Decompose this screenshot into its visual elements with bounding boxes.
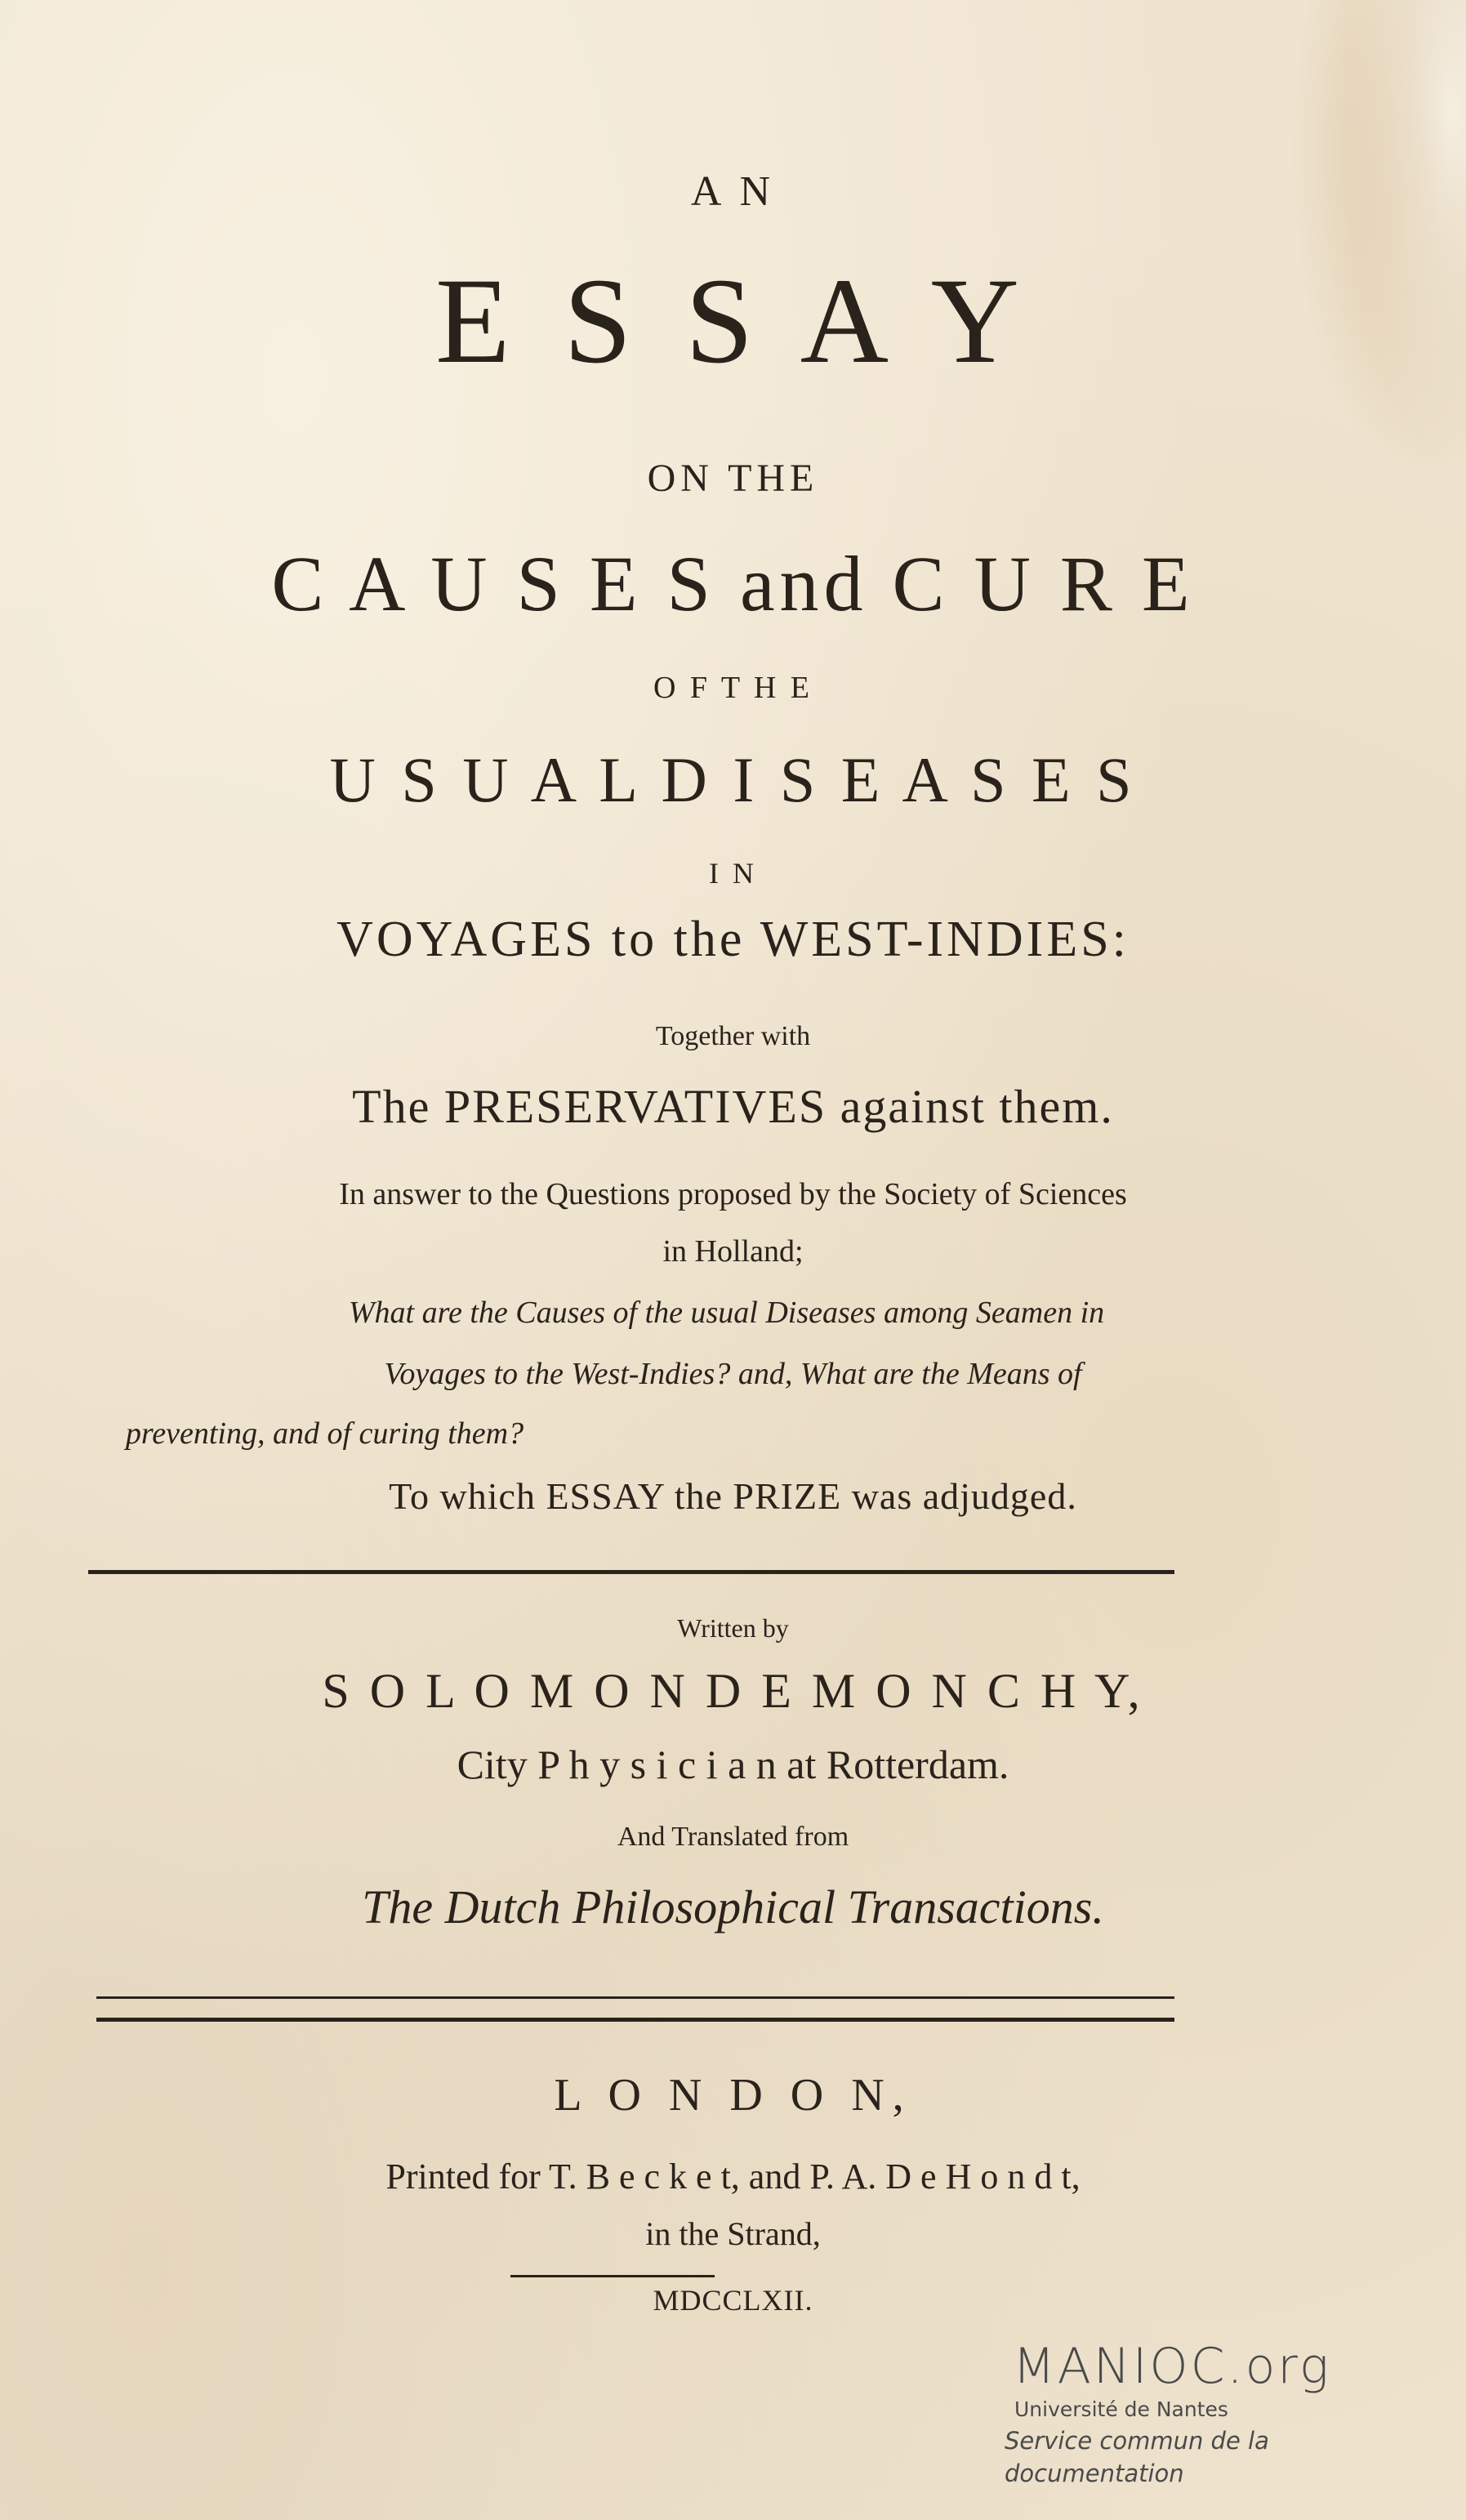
line-london: L O N D O N, xyxy=(554,2070,912,2121)
line-of-the: O F T H E xyxy=(653,671,813,705)
manioc-logo: MANIOC.org xyxy=(1013,2338,1331,2395)
line-answer-2: in Holland; xyxy=(662,1234,804,1269)
line-question-1: What are the Causes of the usual Diseases among Seamen in xyxy=(348,1296,1105,1330)
line-usual-diseases: U S U A L D I S E A S E S xyxy=(329,744,1137,815)
line-printed-for: Printed for T. B e c k e t, and P. A. D e H o n d t, xyxy=(385,2156,1081,2197)
line-on-the: ON THE xyxy=(647,457,819,500)
line-causes-and-cure: C A U S E S and C U R E xyxy=(271,540,1195,627)
line-question-3: preventing, and of curing them? xyxy=(125,1416,524,1451)
line-preservatives: The PRESERVATIVES against them. xyxy=(352,1080,1114,1133)
manioc-watermark xyxy=(1005,2338,1437,2490)
line-translated-from: And Translated from xyxy=(617,1822,849,1852)
line-voyages: VOYAGES to the WEST-INDIES: xyxy=(336,912,1130,967)
line-author: S O L O M O N D E M O N C H Y, xyxy=(322,1664,1144,1718)
paper-tear xyxy=(1343,0,1466,457)
line-written-by: Written by xyxy=(677,1613,789,1643)
line-question-2: Voyages to the West-Indies? and, What are the Means of xyxy=(384,1357,1082,1391)
line-strand: in the Strand, xyxy=(645,2215,821,2252)
rule-double-bottom xyxy=(96,2018,1174,2022)
line-in: I N xyxy=(709,857,757,890)
line-together-with: Together with xyxy=(655,1021,811,1051)
line-year: MDCCLXII. xyxy=(653,2284,813,2317)
line-source: The Dutch Philosophical Transactions. xyxy=(362,1880,1104,1933)
line-answer-1: In answer to the Questions proposed by the Society of Sciences xyxy=(339,1177,1127,1211)
watermark-institution: Université de Nantes xyxy=(1014,2397,1228,2421)
rule-upper xyxy=(88,1570,1174,1574)
watermark-service: Service commun de la documentation xyxy=(1005,2427,1269,2487)
rule-double-top xyxy=(96,1996,1174,1999)
rule-year xyxy=(510,2275,715,2277)
line-an: A N xyxy=(690,168,776,215)
line-prize: To which ESSAY the PRIZE was adjudged. xyxy=(389,1475,1077,1517)
line-city-physician: City P h y s i c i a n at Rotterdam. xyxy=(457,1742,1009,1787)
title-essay: E S S A Y xyxy=(434,253,1031,389)
